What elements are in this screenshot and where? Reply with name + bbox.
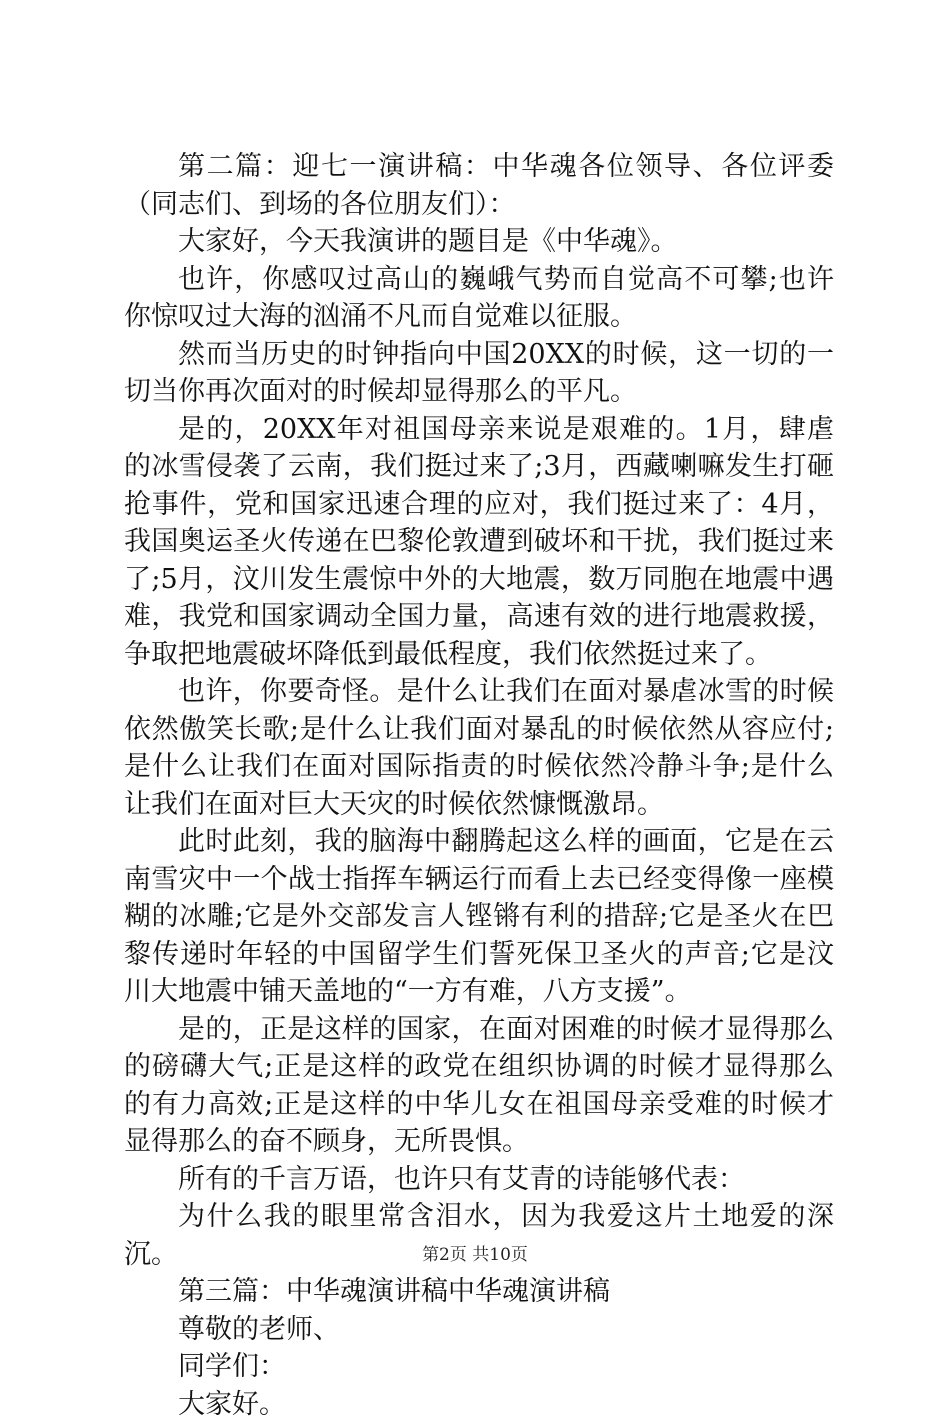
paragraph: 大家好。: [124, 1386, 834, 1423]
paragraph: 同学们：: [124, 1348, 834, 1386]
page-number: 第2页 共10页: [422, 1245, 528, 1265]
paragraph: 所有的千言万语，也许只有艾青的诗能够代表：: [124, 1161, 834, 1199]
paragraph: 也许，你要奇怪。是什么让我们在面对暴虐冰雪的时候依然傲笑长歌;是什么让我们面对暴乱的时候依然从容应付;是什么让我们在面对国际指责的时候依然冷静斗争;是什么让我们在面对巨大天灾的时候依然慷慨激昂。: [124, 673, 834, 823]
paragraph: 大家好，今天我演讲的题目是《中华魂》。: [124, 223, 834, 261]
paragraph: 为什么我的眼里常含泪水，因为我爱这片土地爱的深沉。: [124, 1198, 834, 1273]
paragraph: 也许，你感叹过高山的巍峨气势而自觉高不可攀;也许你惊叹过大海的汹涌不凡而自觉难以征服。: [124, 261, 834, 336]
paragraph: 此时此刻，我的脑海中翻腾起这么样的画面，它是在云南雪灾中一个战士指挥车辆运行而看上去已经变得像一座模糊的冰雕;它是外交部发言人铿锵有利的措辞;它是圣火在巴黎传递时年轻的中国留学生们誓死保卫圣火的声音;它是汶川大地震中铺天盖地的“一方有难，八方支援”。: [124, 823, 834, 1011]
paragraph: 是的，20XX年对祖国母亲来说是艰难的。1月，肆虐的冰雪侵袭了云南，我们挺过来了;3月，西藏喇嘛发生打砸抢事件，党和国家迅速合理的应对，我们挺过来了：4月，我国奥运圣火传递在巴黎伦敦遭到破坏和干扰，我们挺过来了;5月，汶川发生震惊中外的大地震，数万同胞在地震中遇难，我党和国家调动全国力量，高速有效的进行地震救援，争取把地震破坏降低到最低程度，我们依然挺过来了。: [124, 411, 834, 674]
paragraph: 尊敬的老师、: [124, 1311, 834, 1349]
paragraph: 然而当历史的时钟指向中国20XX的时候，这一切的一切当你再次面对的时候却显得那么的平凡。: [124, 336, 834, 411]
document-body: [124, 148, 834, 1423]
paragraph: 第二篇：迎七一演讲稿：中华魂各位领导、各位评委（同志们、到场的各位朋友们）：: [124, 148, 834, 223]
page-footer: [0, 1244, 950, 1266]
paragraph: 是的，正是这样的国家，在面对困难的时候才显得那么的磅礴大气;正是这样的政党在组织协调的时候才显得那么的有力高效;正是这样的中华儿女在祖国母亲受难的时候才显得那么的奋不顾身，无所畏惧。: [124, 1011, 834, 1161]
paragraph: 第三篇：中华魂演讲稿中华魂演讲稿: [124, 1273, 834, 1311]
